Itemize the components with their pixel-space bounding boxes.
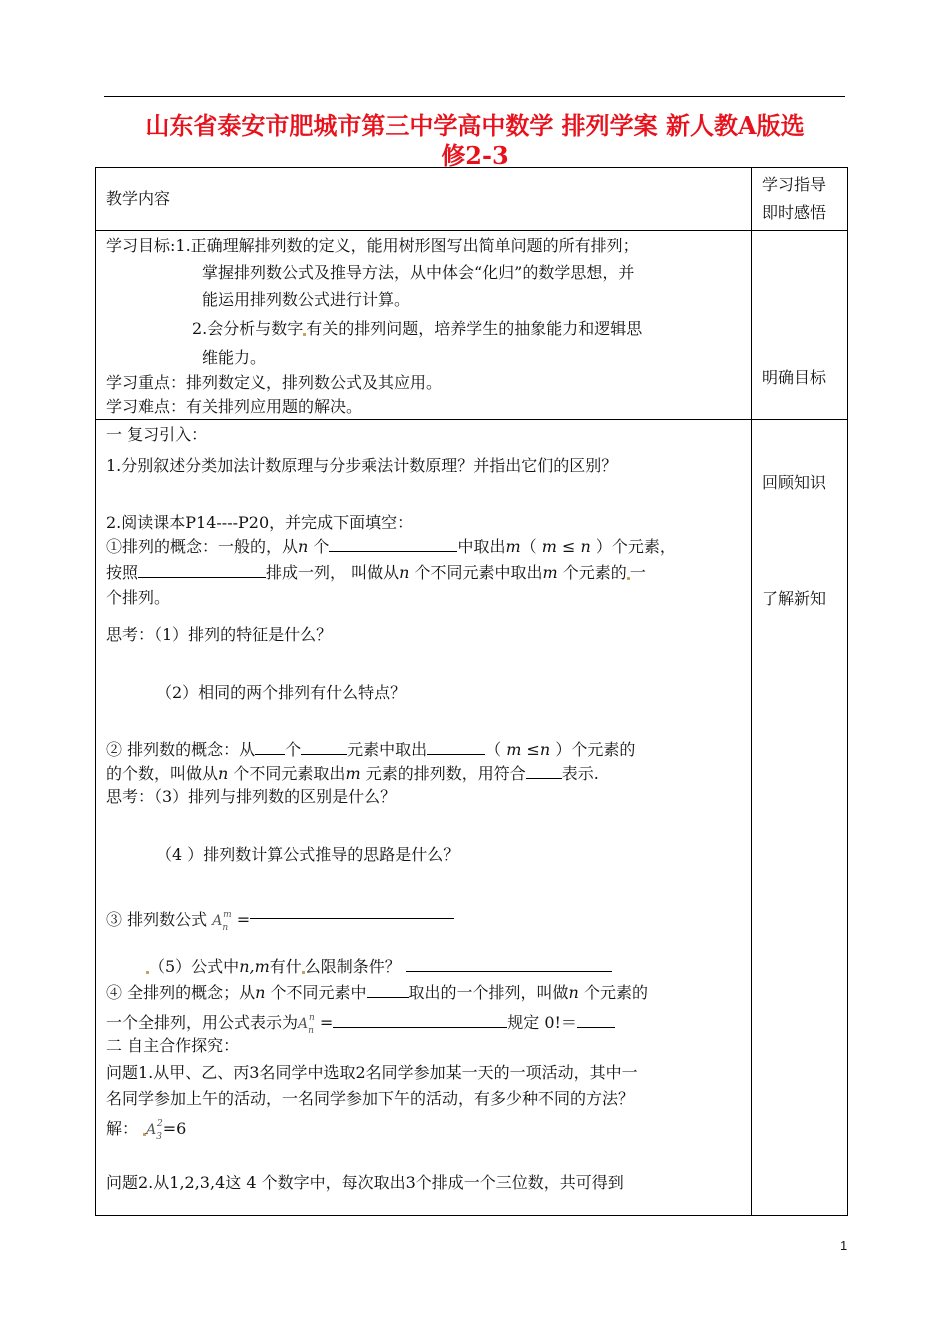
definition-4-line-1 (106, 981, 648, 1004)
g1a: ④ 全排列的概念；从 (106, 983, 256, 1002)
header-guide-cell (752, 168, 848, 231)
fill-blank[interactable] (301, 738, 347, 755)
A-symbol: A (146, 1122, 157, 1138)
formula-line (106, 902, 454, 939)
definition-1-line-2 (106, 561, 646, 584)
goal-line-4b: 有关的排列问题，培养学生的抽象能力和逻辑思 (306, 319, 643, 338)
var-n: n (255, 983, 266, 1002)
goal-line-2: 掌握排列数公式及推导方法，从中体会“化归”的数学思想，并 (202, 263, 635, 282)
d1c: 中取出 (457, 537, 506, 556)
goal-line-1: 学习目标:1.正确理解排列数的定义，能用树形图写出简单问题的所有排列； (106, 236, 639, 255)
var-m: m (506, 740, 522, 759)
var-m: m (345, 764, 361, 783)
header-content-cell (96, 168, 752, 231)
var-m: m (541, 537, 557, 556)
d2d: 个元素的 (562, 563, 627, 582)
fill-blank[interactable] (526, 762, 562, 779)
e1e: ≤ (526, 740, 540, 759)
definition-1-line-3: 个排列。 (106, 588, 171, 607)
key-points: 学习重点：排列数定义，排列数公式及其应用。 (106, 373, 443, 392)
page-number: 1 (840, 1238, 848, 1253)
think-1: 思考：（1）排列的特征是什么？ (106, 625, 333, 644)
solution-value: =6 (162, 1119, 187, 1138)
fill-blank[interactable] (329, 535, 457, 552)
e2c: 元素的排列数，用符合 (365, 764, 526, 783)
e1d: （ (485, 740, 502, 759)
e1f: ）个元素的 (555, 740, 636, 759)
lesson-table (95, 167, 848, 1216)
d2a: 按照 (106, 563, 139, 582)
d2b: 排成一列， 叫做从 (266, 563, 400, 582)
question-2: 2.阅读课本P14----P20，并完成下面填空： (106, 513, 414, 532)
header-guide-line1: 学习指导 (762, 175, 827, 194)
title-line-1: 山东省泰安市肥城市第三中学高中数学 排列学案 新人教A版选 (145, 111, 805, 140)
fill-blank[interactable] (406, 955, 612, 972)
var-m: m (542, 563, 558, 582)
header-content-label: 教学内容 (106, 189, 171, 208)
header-row (96, 168, 848, 231)
d1e: ≤ (562, 537, 576, 556)
d2e: 一 (629, 563, 646, 582)
goal-line-4 (192, 318, 642, 340)
A-sup: m (223, 910, 232, 920)
goals-side-cell (752, 231, 848, 420)
t5d: 么限制条件？ (304, 957, 401, 976)
e2a: 的个数，叫做从 (106, 764, 219, 783)
g2c: 规定 0!＝ (507, 1013, 577, 1032)
review-cell (96, 420, 752, 1216)
var-n: n (539, 740, 551, 759)
d1d: （ (520, 537, 537, 556)
fill-blank[interactable] (577, 1011, 615, 1028)
definition-2-line-1 (106, 738, 635, 761)
d1b: 个 (313, 537, 330, 556)
A-sub: n (308, 1026, 314, 1036)
document-title (96, 111, 854, 171)
g1b: 个不同元素中 (270, 983, 367, 1002)
var-n: n (218, 764, 229, 783)
A-sub: 3 (156, 1132, 162, 1142)
var-n: n (399, 563, 410, 582)
question-1: 1.分别叙述分类加法计数原理与分步乘法计数原理？并指出它们的区别？ (106, 456, 618, 475)
e1c: 元素中取出 (347, 740, 428, 759)
section-1-heading: 一 复习引入： (106, 425, 208, 444)
d1a: ①排列的概念：一般的，从 (106, 537, 299, 556)
fill-blank[interactable] (427, 738, 485, 755)
fill-blank[interactable] (333, 1011, 507, 1028)
A-symbol: A (212, 913, 223, 929)
goal-line-3: 能运用排列数公式进行计算。 (202, 290, 411, 309)
side-note-new: 了解新知 (762, 589, 827, 608)
review-side-cell (752, 420, 848, 1216)
t5c: 有什 (269, 957, 302, 976)
fill-blank[interactable] (138, 561, 266, 578)
f1eq: = (236, 910, 251, 929)
think-4: （4 ）排列数计算公式推导的思路是什么？ (156, 845, 460, 864)
goal-line-4a: 2.会分析与数字 (192, 319, 304, 338)
g2a: 一个全排列，用公式表示为 (106, 1013, 299, 1032)
var-n: n (298, 537, 309, 556)
goals-row (96, 231, 848, 420)
goal-line-5: 维能力。 (202, 348, 267, 367)
side-note-goals: 明确目标 (762, 368, 827, 387)
f1: ③ 排列数公式 (106, 910, 208, 929)
fill-blank[interactable] (250, 902, 454, 919)
A-sub: n (222, 923, 229, 933)
think-3: 思考：（3）排列与排列数的区别是什么？ (106, 787, 397, 806)
solution-label: 解： (106, 1119, 139, 1138)
var-nm: n,m (239, 957, 270, 976)
A-sup: n (308, 1013, 315, 1023)
g1d: 个元素的 (583, 983, 648, 1002)
solution-line (106, 1113, 186, 1148)
review-row (96, 420, 848, 1216)
g1c: 取出的一个排列，叫做 (408, 983, 569, 1002)
think-5 (146, 955, 612, 978)
t5a: （5）公式中 (149, 957, 240, 976)
e1a: ② 排列数的概念：从 (106, 740, 256, 759)
header-guide-line2: 即时感悟 (762, 203, 827, 222)
fill-blank[interactable] (255, 738, 285, 755)
A-sup: 2 (156, 1119, 163, 1129)
var-n: n (568, 983, 579, 1002)
title-line-2: 修2-3 (441, 141, 509, 170)
var-m: m (505, 537, 521, 556)
var-n: n (580, 537, 591, 556)
section-2-heading: 二 自主合作探究： (106, 1036, 240, 1055)
problem-1-line-1: 问题1.从甲、乙、丙3名同学中选取2名同学参加某一天的一项活动，其中一 (106, 1063, 638, 1082)
difficult-points: 学习难点：有关排列应用题的解决。 (106, 397, 363, 416)
goals-cell (96, 231, 752, 420)
fill-blank[interactable] (367, 981, 409, 998)
d1f: ）个元素， (595, 537, 676, 556)
definition-2-line-2 (106, 762, 599, 785)
definition-1-line-1 (106, 535, 676, 558)
think-2: （2）相同的两个排列有什么特点？ (156, 683, 407, 702)
d2c: 个不同元素中取出 (414, 563, 543, 582)
side-note-review: 回顾知识 (762, 473, 827, 492)
e2b: 个不同元素取出 (233, 764, 346, 783)
e1b: 个 (285, 740, 302, 759)
top-rule (104, 96, 845, 97)
problem-1-line-2: 名同学参加上午的活动，一名同学参加下午的活动，有多少种不同的方法？ (106, 1089, 635, 1108)
e2d: 表示. (561, 764, 599, 783)
g2b: = (319, 1013, 334, 1032)
A-symbol: A (298, 1016, 309, 1032)
problem-2: 问题2.从1,2,3,4这 4 个数字中，每次取出3个排成一个三位数，共可得到 (106, 1173, 624, 1192)
